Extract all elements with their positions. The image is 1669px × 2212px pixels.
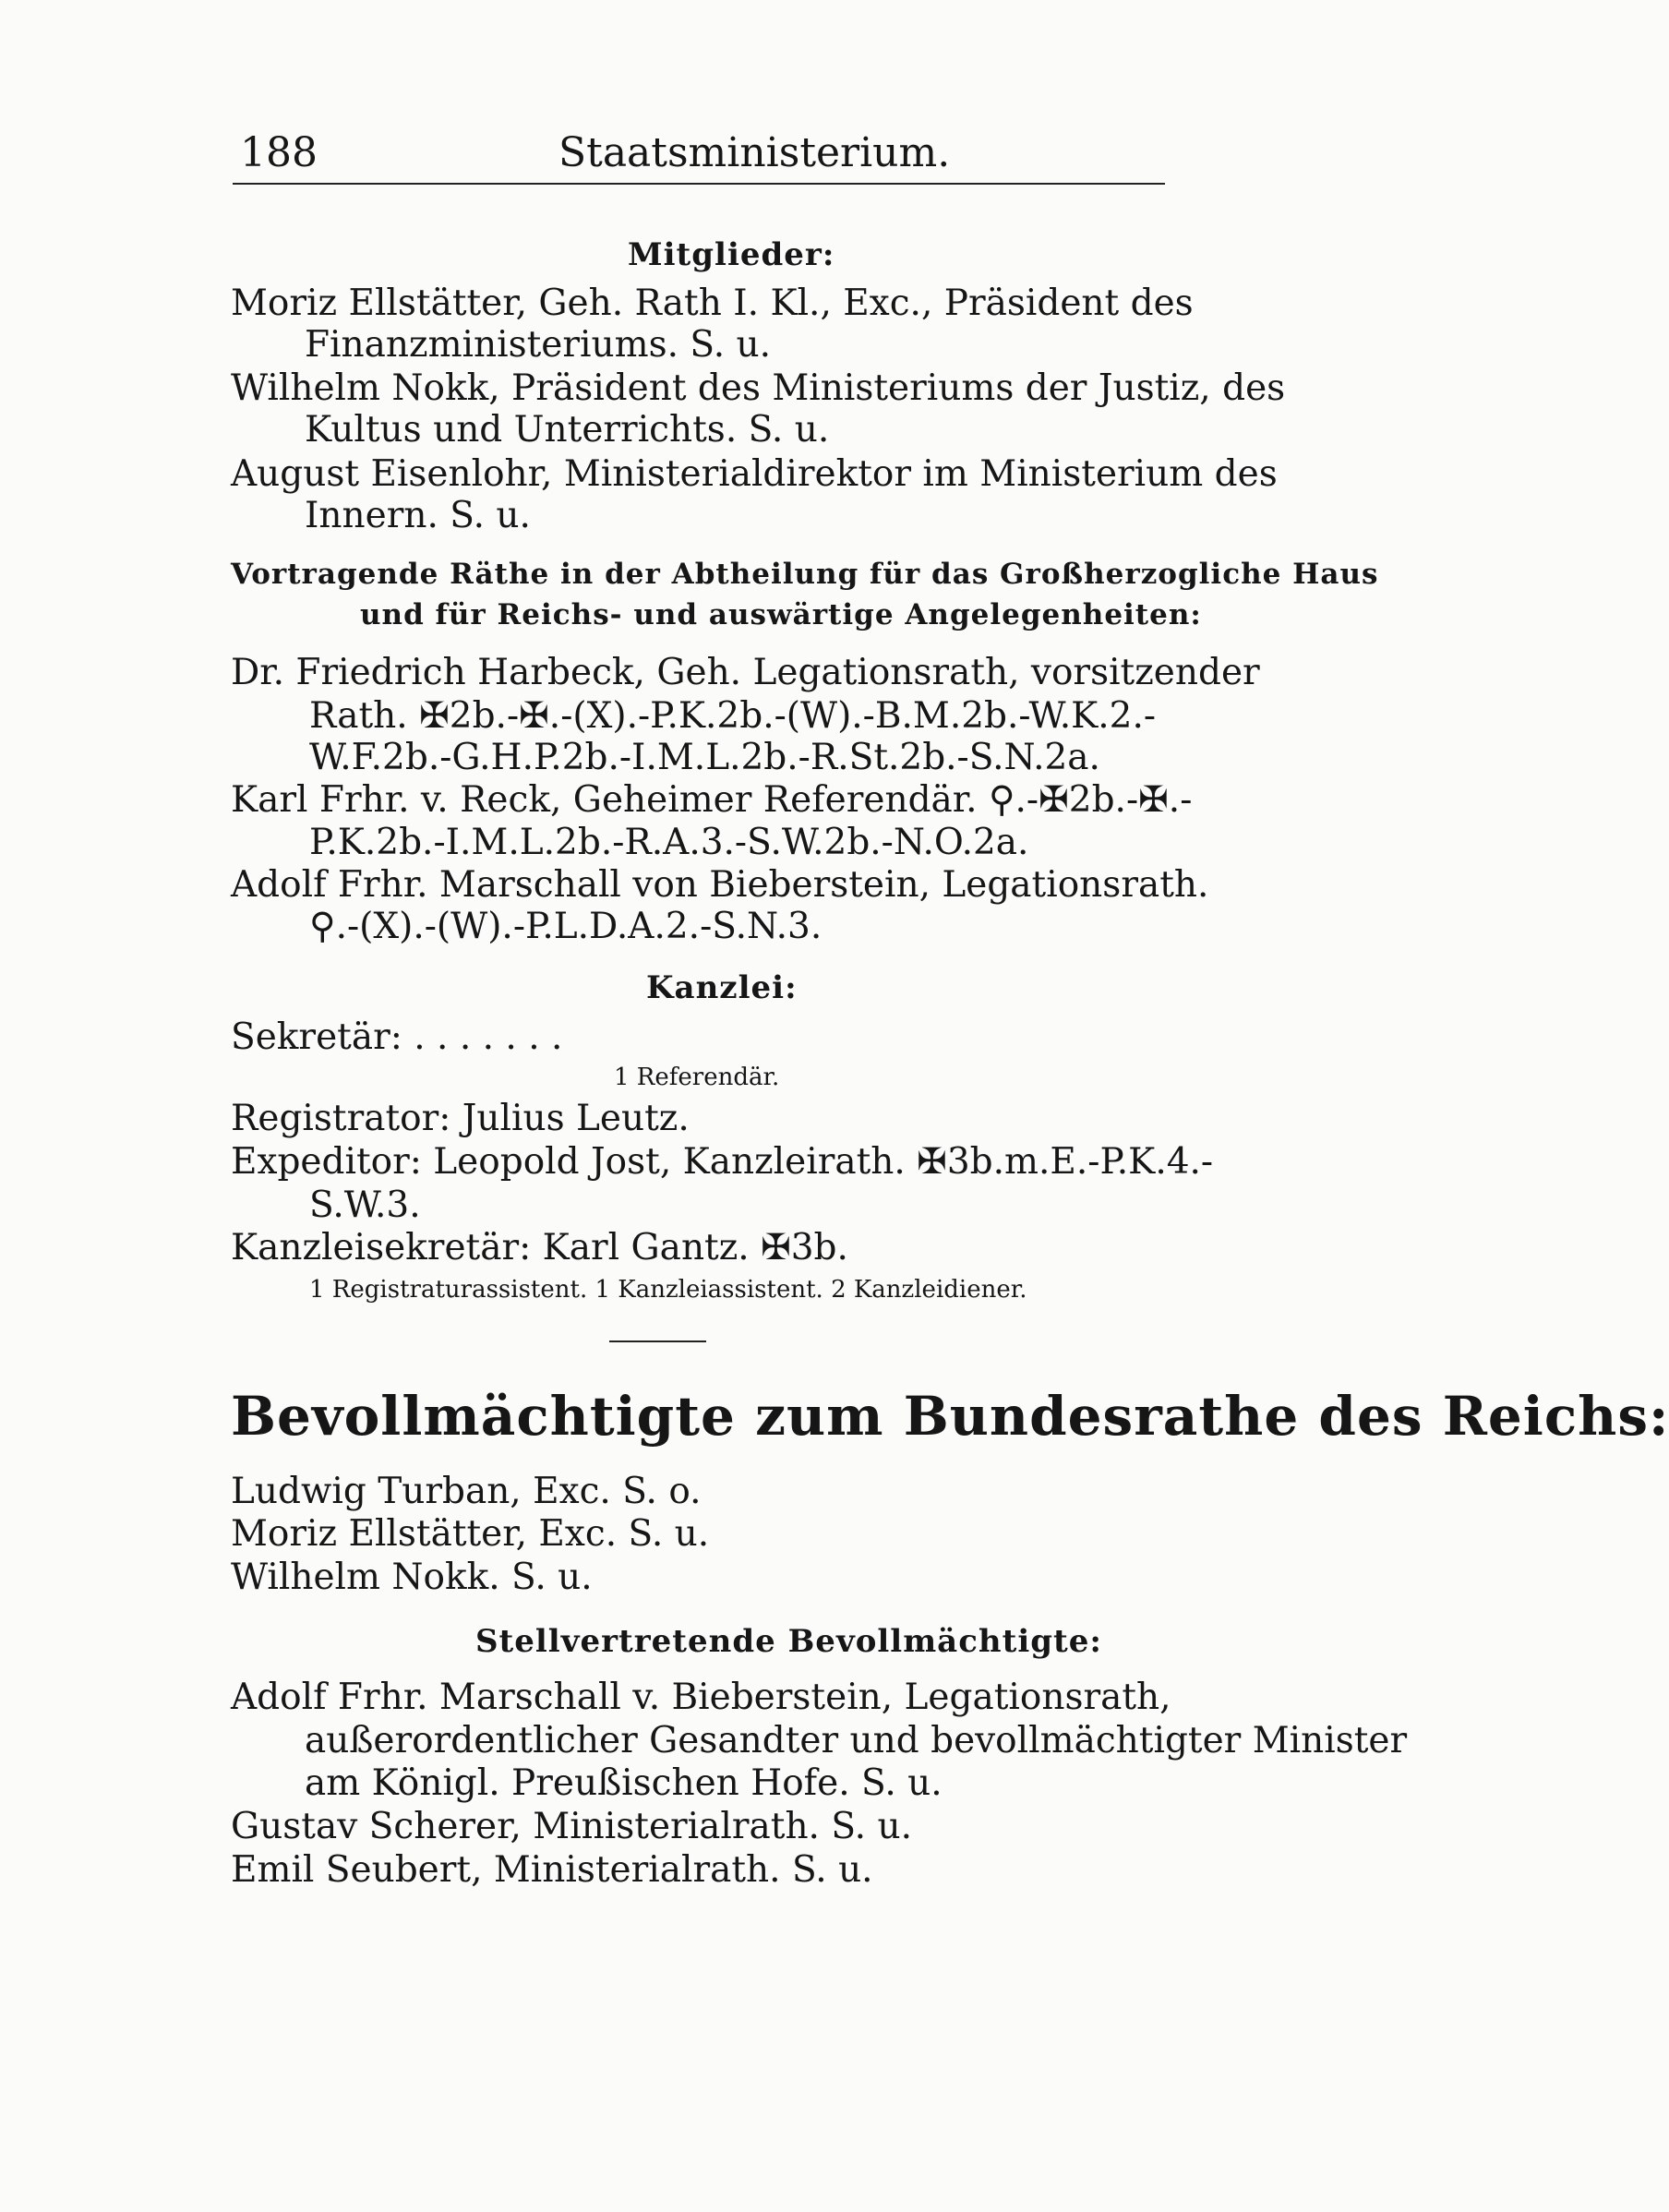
councillor-entry-line3: W.F.2b.-G.H.P.2b.-I.M.L.2b.-R.St.2b.-S.N.2a. (309, 737, 1100, 778)
chancery-secretary-2: Kanzleisekretär: Karl Gantz. ✠3b. (231, 1227, 848, 1268)
header-rule (233, 183, 1165, 185)
councillor-entry-line2: P.K.2b.-I.M.L.2b.-R.A.3.-S.W.2b.-N.O.2a. (309, 822, 1029, 863)
chancery-heading: Kanzlei: (646, 969, 798, 1006)
deputy-entry-line1: Adolf Frhr. Marschall v. Bieberstein, Legationsrath, (231, 1677, 1171, 1718)
deputy-entry-line3: am Königl. Preußischen Hofe. S. u. (305, 1762, 943, 1804)
councillor-entry-line1: Adolf Frhr. Marschall von Bieberstein, Legationsrath. (231, 864, 1209, 906)
page-number: 188 (240, 129, 318, 176)
councillors-heading-line1: Vortragende Räthe in der Abtheilung für das Großherzogliche Haus (231, 558, 1379, 591)
member-entry-line1: August Eisenlohr, Ministerialdirektor im Ministerium des (231, 453, 1278, 495)
member-entry-line2: Kultus und Unterrichts. S. u. (305, 409, 830, 451)
deputy-entry-line2: außerordentlicher Gesandter und bevollmächtigter Minister (305, 1720, 1408, 1761)
section-divider (609, 1340, 706, 1342)
councillor-entry-line2: ⚲.-(X).-(W).-P.L.D.A.2.-S.N.3. (309, 906, 822, 947)
councillors-heading-line2: und für Reichs- und auswärtige Angelegenheiten: (360, 598, 1202, 631)
councillor-entry-line1: Karl Frhr. v. Reck, Geheimer Referendär. ⚲.-✠2b.-✠.- (231, 779, 1193, 821)
chancery-expeditor-line2: S.W.3. (309, 1184, 421, 1226)
councillor-entry-line1: Dr. Friedrich Harbeck, Geh. Legationsrath, vorsitzender (231, 652, 1260, 693)
deputy-entry-line1: Gustav Scherer, Ministerialrath. S. u. (231, 1806, 912, 1847)
federal-council-entry: Wilhelm Nokk. S. u. (231, 1557, 593, 1598)
member-entry-line1: Wilhelm Nokk, Präsident des Ministeriums der Justiz, des (231, 367, 1286, 409)
federal-council-entry: Ludwig Turban, Exc. S. o. (231, 1471, 702, 1512)
federal-council-heading: Bevollmächtigte zum Bundesrathe des Reichs: (231, 1385, 1669, 1448)
member-entry-line2: Finanzministeriums. S. u. (305, 324, 772, 366)
chancery-registrar: Registrator: Julius Leutz. (231, 1098, 690, 1139)
running-title: Staatsministerium. (558, 129, 951, 176)
chancery-expeditor-line1: Expeditor: Leopold Jost, Kanzleirath. ✠3b.m.E.-P.K.4.- (231, 1141, 1214, 1183)
chancery-secretary: Sekretär: . . . . . . . (231, 1016, 563, 1058)
staff-note: 1 Registraturassistent. 1 Kanzleiassistent. 2 Kanzleidiener. (309, 1276, 1027, 1304)
member-entry-line2: Innern. S. u. (305, 495, 531, 536)
secretary-note: 1 Referendär. (614, 1064, 780, 1091)
member-entry-line1: Moriz Ellstätter, Geh. Rath I. Kl., Exc., Präsident des (231, 283, 1194, 324)
deputy-entry-line1: Emil Seubert, Ministerialrath. S. u. (231, 1849, 873, 1891)
councillor-entry-line2: Rath. ✠2b.-✠.-(X).-P.K.2b.-(W).-B.M.2b.-W.K.2.- (309, 695, 1157, 737)
federal-council-entry: Moriz Ellstätter, Exc. S. u. (231, 1513, 710, 1555)
deputies-heading: Stellvertretende Bevollmächtigte: (475, 1623, 1102, 1660)
members-heading: Mitglieder: (628, 236, 835, 273)
